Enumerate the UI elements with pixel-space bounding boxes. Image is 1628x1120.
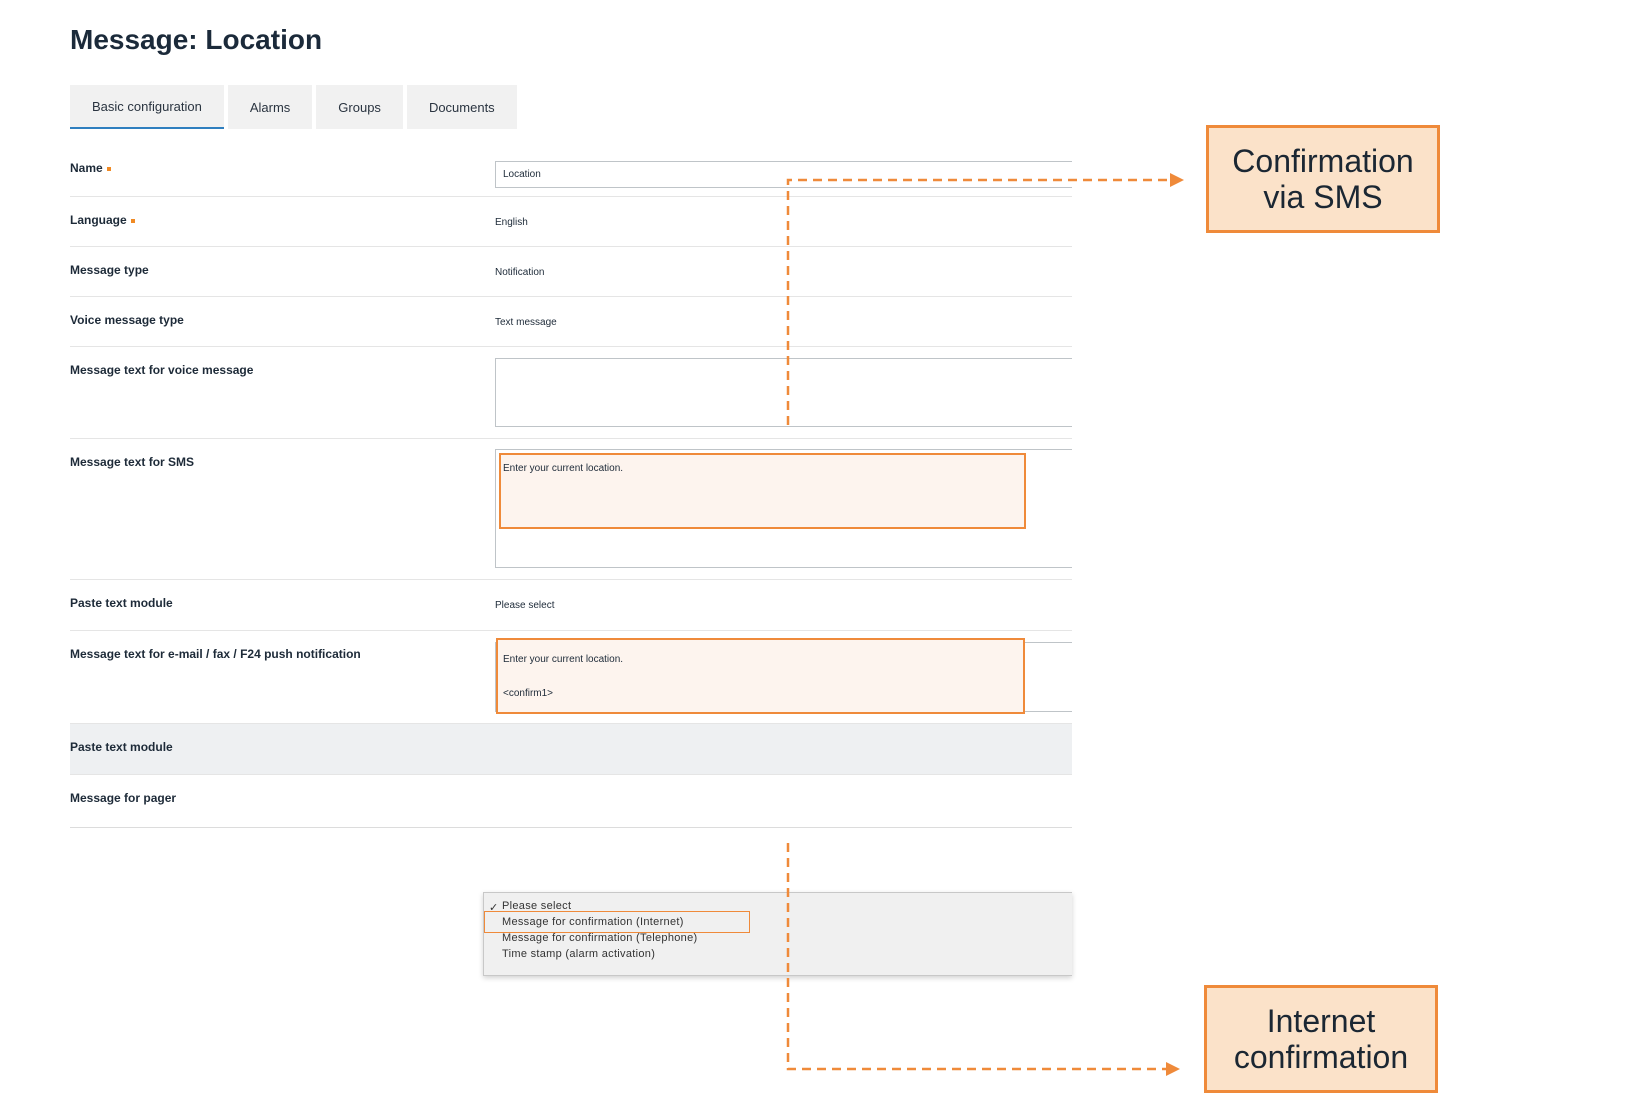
sms-text-value: Enter your current location.: [503, 463, 624, 474]
pager-label: Message for pager: [70, 791, 177, 805]
page-title: Message: Location: [70, 24, 323, 55]
paste-text-module-select-1[interactable]: Please select: [495, 600, 555, 611]
dropdown-option-please-select[interactable]: Please select: [502, 900, 572, 912]
voice-message-type-value[interactable]: Text message: [495, 317, 557, 328]
tab-groups[interactable]: Groups: [316, 85, 403, 129]
callout-internet-line2: confirmation: [1233, 1039, 1409, 1075]
email-text-line2: <confirm1>: [503, 688, 554, 699]
checkmark-icon: ✓: [489, 902, 499, 914]
callout-sms-confirmation: [1206, 125, 1440, 233]
language-label-text: Language: [70, 213, 127, 227]
paste-text-module-label-1: Paste text module: [70, 596, 173, 610]
name-label-text: Name: [70, 161, 103, 175]
message-type-label: Message type: [70, 263, 149, 277]
message-type-value[interactable]: Notification: [495, 267, 545, 278]
callout-internet-confirmation: [1204, 985, 1438, 1093]
tab-documents[interactable]: Documents: [407, 85, 517, 129]
voice-message-type-label: Voice message type: [70, 313, 184, 327]
dropdown-option-time-stamp[interactable]: Time stamp (alarm activation): [502, 948, 656, 960]
language-value[interactable]: English: [495, 217, 528, 228]
sms-text-label: Message text for SMS: [70, 455, 195, 469]
sms-connector-line: [788, 180, 1170, 425]
callout-internet-line1: Internet: [1266, 1003, 1376, 1039]
callout-sms-text: [1232, 143, 1413, 215]
dropdown-option-confirmation-internet[interactable]: Message for confirmation (Internet): [502, 916, 684, 928]
dropdown-option-confirmation-telephone[interactable]: Message for confirmation (Telephone): [502, 932, 698, 944]
name-input-value: Location: [503, 169, 541, 180]
callout-sms-line2: via SMS: [1263, 179, 1383, 215]
voice-text-label: Message text for voice message: [70, 363, 254, 377]
tab-alarms[interactable]: Alarms: [228, 85, 312, 129]
sms-arrowhead-icon: [1170, 173, 1184, 187]
internet-arrowhead-icon: [1166, 1062, 1180, 1076]
tab-basic-configuration[interactable]: Basic configuration: [70, 85, 224, 129]
email-text-line1: Enter your current location.: [503, 654, 624, 665]
callout-sms-line1: Confirmation: [1232, 143, 1414, 179]
callout-internet-text: [1234, 1003, 1408, 1075]
internet-connector-line: [788, 843, 1166, 1069]
email-text-label: Message text for e-mail / fax / F24 push notification: [70, 647, 361, 661]
paste-text-module-label-2: Paste text module: [70, 740, 173, 754]
